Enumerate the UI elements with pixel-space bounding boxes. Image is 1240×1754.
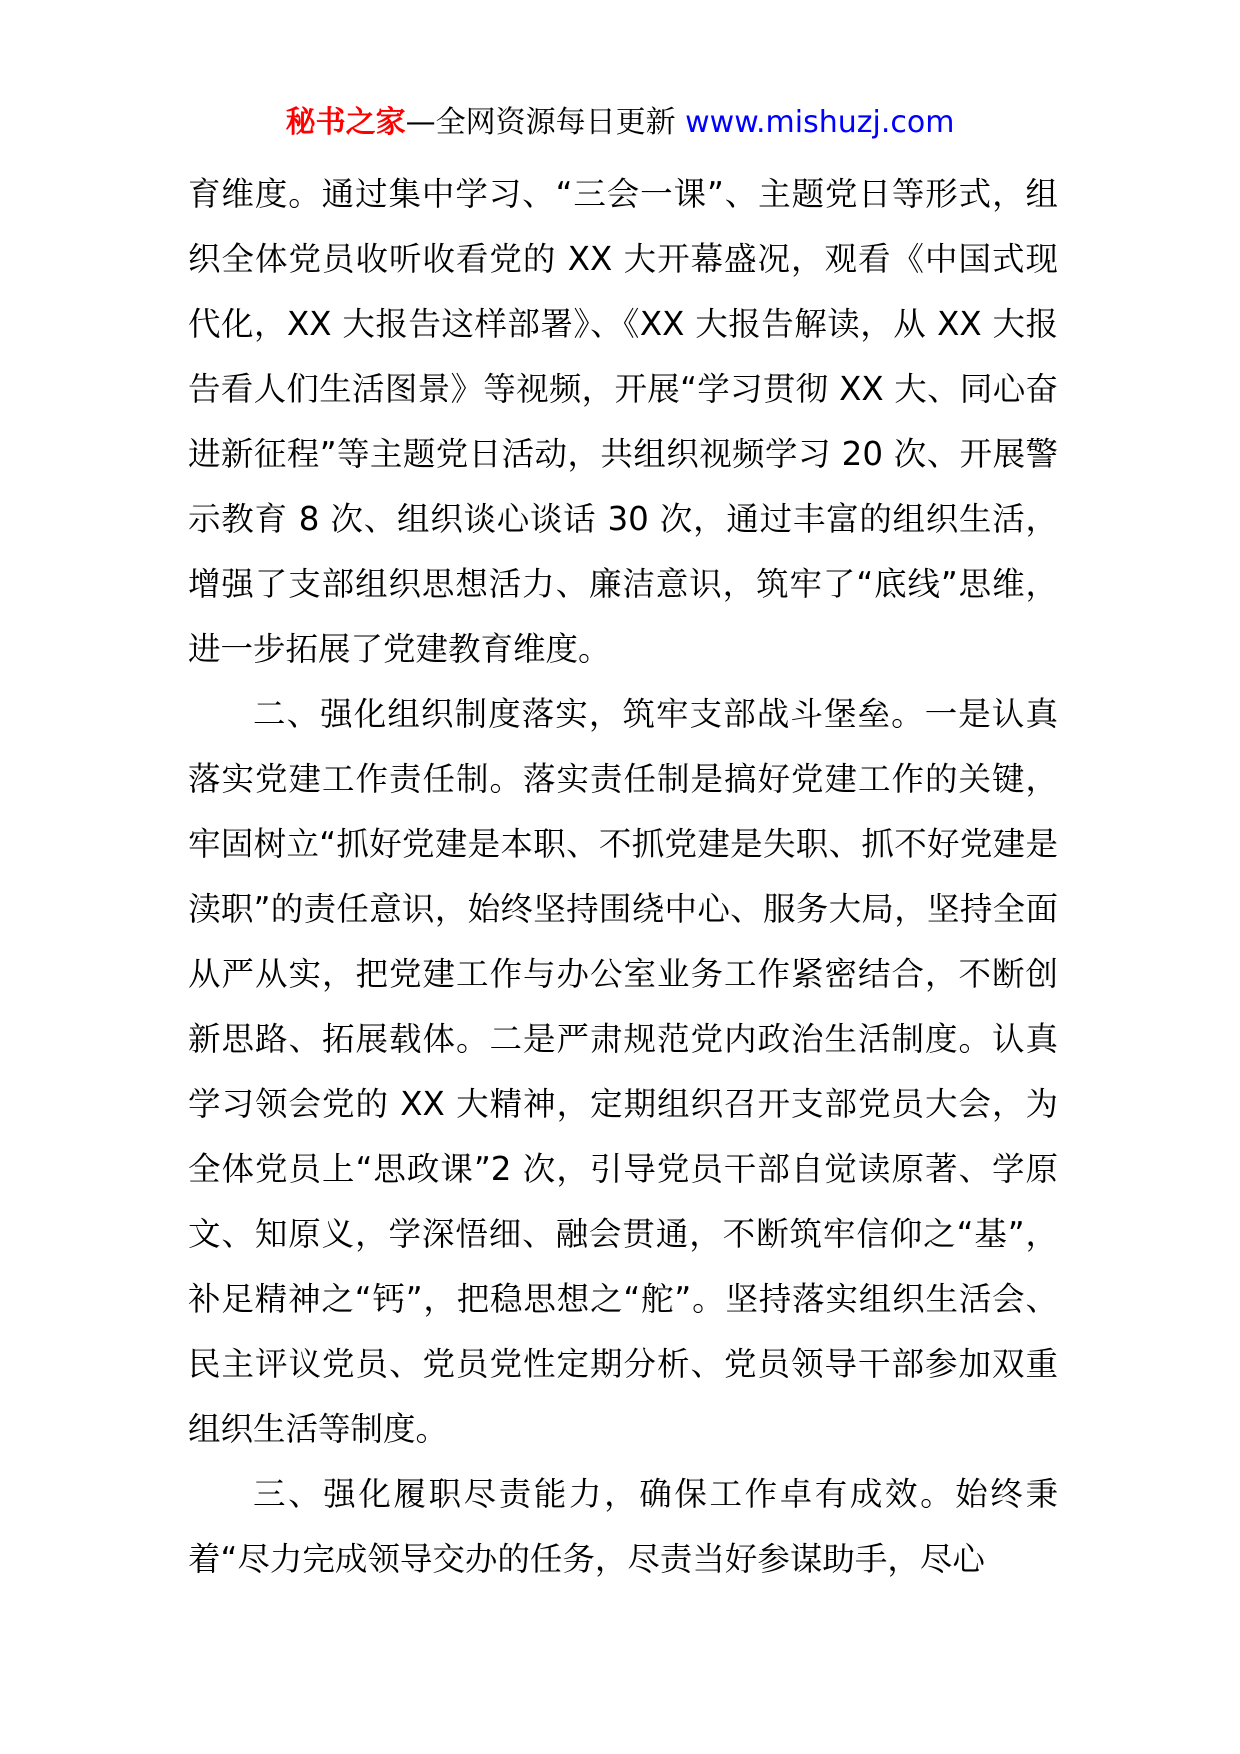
document-body <box>188 162 1058 1592</box>
header-tagline: —全网资源每日更新 <box>405 105 686 140</box>
site-url-link[interactable]: www.mishuzj.com <box>685 105 955 140</box>
paragraph-section-two: 二、强化组织制度落实，筑牢支部战斗堡垒。一是认真落实党建工作责任制。落实责任制是搞好党建工作的关键，牢固树立“抓好党建是本职、不抓党建是失职、抓不好党建是渎职”的责任意识，始终坚持围绕中心、服务大局，坚持全面从严从实，把党建工作与办公室业务工作紧密结合，不断创新思路、拓展载体。二是严肃规范党内政治生活制度。认真学习领会党的 XX 大精神，定期组织召开支部党员大会，为全体党员上“思政课”2 次，引导党员干部自觉读原著、学原文、知原义，学深悟细、融会贯通，不断筑牢信仰之“基”，补足精神之“钙”，把稳思想之“舵”。坚持落实组织生活会、民主评议党员、党员党性定期分析、党员领导干部参加双重组织生活等制度。 <box>188 695 1058 1448</box>
paragraph-section-three: 三、强化履职尽责能力，确保工作卓有成效。始终秉着“尽力完成领导交办的任务，尽责当好参谋助手，尽心 <box>188 1475 1058 1578</box>
page-header <box>0 100 1240 146</box>
brand-name: 秘书之家 <box>285 105 406 140</box>
paragraph-continuation: 育维度。通过集中学习、“三会一课”、主题党日等形式，组织全体党员收听收看党的 XX 大开幕盛况，观看《中国式现代化，XX 大报告这样部署》、《XX 大报告解读，从 XX 大报告看人们生活图景》等视频，开展“学习贯彻 XX 大、同心奋进新征程”等主题党日活动，共组织视频学习 20 次、开展警示教育 8 次、组织谈心谈话 30 次，通过丰富的组织生活，增强了支部组织思想活力、廉洁意识，筑牢了“底线”思维，进一步拓展了党建教育维度。 <box>188 175 1058 668</box>
